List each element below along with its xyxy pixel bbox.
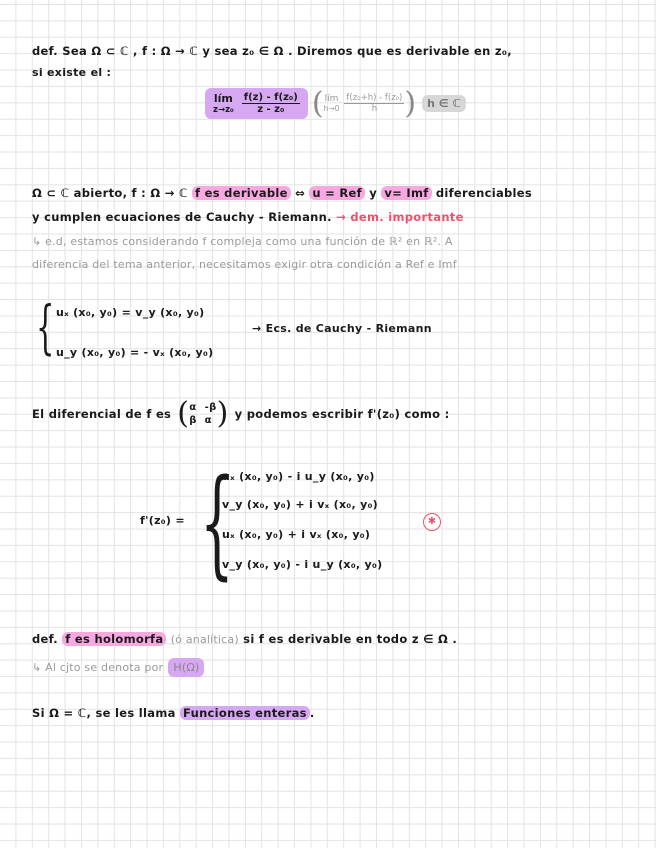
- definition-derivable-line-2: si existe el :: [32, 66, 112, 79]
- entire-functions-line: [32, 706, 314, 720]
- entire-dot: .: [309, 706, 315, 720]
- system-brace: {: [36, 293, 55, 361]
- analitica-text: (ó analítica): [170, 633, 239, 646]
- fprime-lhs: f'(z₀) =: [140, 514, 185, 527]
- fprime-case-2: v_y (x₀, y₀) + i vₓ (x₀, y₀): [222, 498, 379, 511]
- lim-label: lím: [213, 91, 233, 105]
- diferencial-suffix: y podemos escribir f'(z₀) como :: [234, 406, 450, 421]
- alt-numerator: f(z₀+h) - f(z₀): [346, 92, 403, 103]
- cauchy-riemann-line: [32, 210, 464, 224]
- dem-importante: → dem. importante: [336, 210, 464, 224]
- cases-brace: {: [200, 453, 234, 591]
- diferenciables-text: diferenciables: [435, 186, 533, 200]
- matrix-a22: α: [204, 414, 212, 426]
- alt-denominator: h: [371, 103, 378, 114]
- holomorfa-highlight: f es holomorfa: [62, 632, 166, 646]
- v-imf-highlight: v= Imf: [381, 186, 431, 200]
- alt-limit: [324, 93, 405, 114]
- domain-text: Ω ⊂ ℂ abierto, f : Ω → ℂ: [32, 186, 188, 200]
- diferencial-line: [32, 396, 450, 431]
- cauchy-riemann-text: y cumplen ecuaciones de Cauchy - Riemann.: [32, 210, 332, 224]
- lim-sub: z→z₀: [213, 104, 234, 115]
- holomorphic-condition-line: [32, 186, 532, 200]
- iff-symbol: ⇔: [295, 186, 306, 200]
- holomorphic-definition: [32, 632, 457, 646]
- star-icon: ✱: [423, 513, 441, 531]
- f-derivable-highlight: f es derivable: [192, 186, 291, 200]
- definition-derivable-line: def. Sea Ω ⊂ ℂ , f : Ω → ℂ y sea z₀ ∈ Ω . Diremos que es derivable en z₀,: [32, 44, 512, 58]
- limit-numerator: f(z) - f(z₀): [243, 91, 298, 103]
- def-label: def.: [32, 632, 58, 646]
- diferencial-text: El diferencial de f es: [32, 406, 172, 421]
- u-ref-highlight: u = Ref: [309, 186, 365, 200]
- limit-definition: [205, 80, 466, 126]
- paren-open: (: [311, 85, 324, 121]
- and-word: y: [369, 186, 378, 200]
- cr-equation-1: uₓ (x₀, y₀) = v_y (x₀, y₀): [56, 306, 205, 319]
- entire-prefix: Si Ω = ℂ, se les llama: [32, 706, 176, 720]
- alt-lim-sub: h→0: [323, 103, 340, 113]
- paren-close: ): [404, 85, 417, 121]
- matrix-a11: α: [189, 401, 197, 413]
- matrix: ( α -β β α ): [177, 396, 229, 431]
- fprime-case-1: uₓ (x₀, y₀) - i u_y (x₀, y₀): [222, 470, 375, 483]
- holomorphic-rest: si f es derivable en todo z ∈ Ω .: [243, 632, 458, 646]
- limit-denominator: z - z₀: [257, 103, 285, 115]
- limit-highlight: [205, 88, 308, 119]
- matrix-a12: -β: [204, 401, 217, 413]
- h-in-c-badge: h ∈ ℂ: [422, 95, 465, 112]
- fprime-case-3: uₓ (x₀, y₀) + i vₓ (x₀, y₀): [222, 528, 371, 541]
- alt-lim-label: lím: [324, 93, 339, 104]
- holomorphic-note-text: ↳ Al cjto se denota por: [32, 661, 164, 674]
- note-line-2: diferencia del tema anterior, necesitamos exigir otra condición a Ref e Imf: [32, 258, 457, 271]
- h-omega-highlight: H(Ω): [168, 658, 204, 677]
- note-line-1: ↳ e.d, estamos considerando f compleja como una función de ℝ² en ℝ². A: [32, 235, 453, 248]
- entire-highlight: Funciones enteras: [180, 706, 310, 720]
- cr-equation-2: u_y (x₀, y₀) = - vₓ (x₀, y₀): [56, 346, 214, 359]
- fprime-cases: [200, 453, 440, 591]
- cr-label: → Ecs. de Cauchy - Riemann: [252, 322, 432, 335]
- matrix-a21: β: [189, 414, 197, 426]
- fprime-case-4: v_y (x₀, y₀) - i u_y (x₀, y₀): [222, 558, 383, 571]
- holomorphic-note: [32, 656, 204, 675]
